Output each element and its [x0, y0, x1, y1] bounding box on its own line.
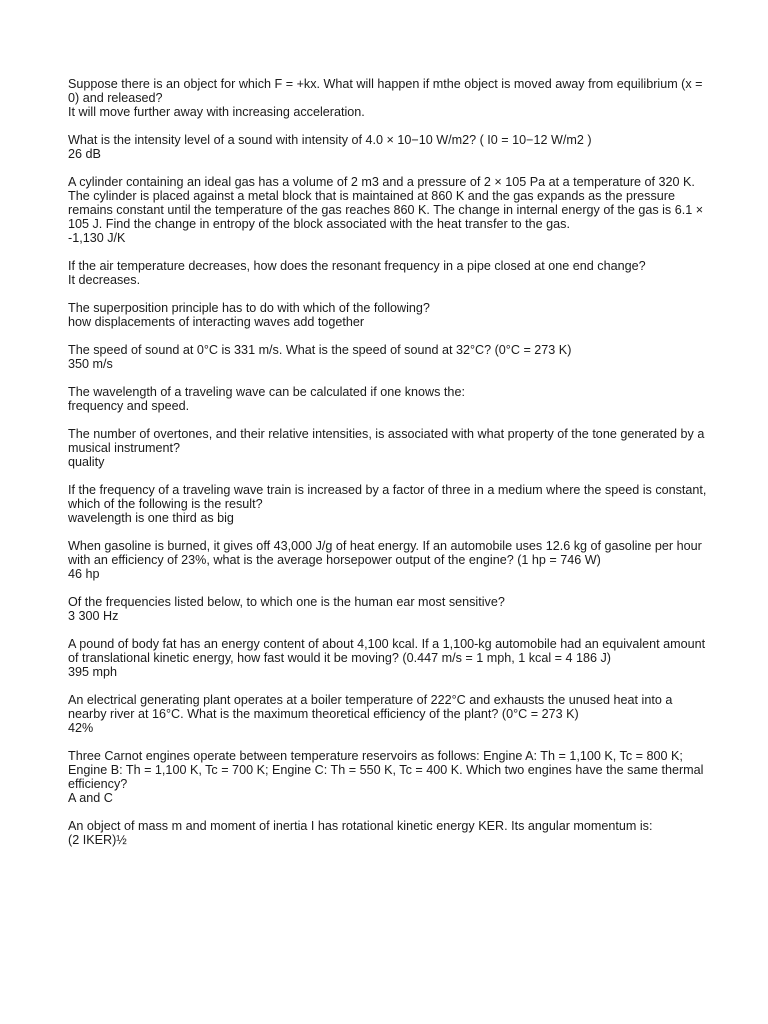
document-page [68, 77, 708, 861]
qa-item [68, 385, 708, 413]
question-text: A cylinder containing an ideal gas has a volume of 2 m3 and a pressure of 2 × 105 Pa at a temperature of 320 K. The cylinder is placed against a metal block that is maintained at 860 K and the gas expands as the pressure remains constant until the temperature of the gas reaches 860 K. The change in internal energy of the gas is 6.1 × 105 J. Find the change in entropy of the block associated with the heat transfer to the gas. [68, 175, 704, 231]
answer-text: A and C [68, 791, 113, 805]
question-text: If the frequency of a traveling wave train is increased by a factor of three in a medium where the speed is constant, which of the following is the result? [68, 483, 707, 511]
qa-item [68, 539, 708, 581]
answer-text: wavelength is one third as big [68, 511, 234, 525]
question-text: An electrical generating plant operates at a boiler temperature of 222°C and exhausts the unused heat into a nearby river at 16°C. What is the maximum theoretical efficiency of the plant? (0°C = 273 K) [68, 693, 673, 721]
qa-item [68, 427, 708, 469]
answer-text: 350 m/s [68, 357, 113, 371]
answer-text: (2 IKER)½ [68, 833, 127, 847]
question-text: Of the frequencies listed below, to which one is the human ear most sensitive? [68, 595, 505, 609]
qa-item [68, 483, 708, 525]
qa-item [68, 259, 708, 287]
question-text: When gasoline is burned, it gives off 43,000 J/g of heat energy. If an automobile uses 12.6 kg of gasoline per hour with an efficiency of 23%, what is the average horsepower output of the engine? (1 hp = 746 W) [68, 539, 702, 567]
qa-item [68, 637, 708, 679]
question-text: An object of mass m and moment of inertia I has rotational kinetic energy KER. Its angular momentum is: [68, 819, 653, 833]
answer-text: It decreases. [68, 273, 141, 287]
question-text: A pound of body fat has an energy content of about 4,100 kcal. If a 1,100-kg automobile had an equivalent amount of translational kinetic energy, how fast would it be moving? (0.447 m/s = 1 mph, 1 kcal = 4 186 J) [68, 637, 706, 665]
answer-text: 26 dB [68, 147, 101, 161]
question-text: The number of overtones, and their relative intensities, is associated with what property of the tone generated by a musical instrument? [68, 427, 705, 455]
question-text: Suppose there is an object for which F = +kx. What will happen if mthe object is moved away from equilibrium (x = 0) and released? [68, 77, 703, 105]
answer-text: It will move further away with increasing acceleration. [68, 105, 365, 119]
question-text: The speed of sound at 0°C is 331 m/s. What is the speed of sound at 32°C? (0°C = 273 K) [68, 343, 572, 357]
question-text: What is the intensity level of a sound with intensity of 4.0 × 10−10 W/m2? ( I0 = 10−12 W/m2 ) [68, 133, 592, 147]
answer-text: 46 hp [68, 567, 100, 581]
qa-item [68, 595, 708, 623]
question-text: Three Carnot engines operate between temperature reservoirs as follows: Engine A: Th = 1,100 K, Tc = 800 K; Engine B: Th = 1,100 K, Tc = 700 K; Engine C: Th = 550 K, Tc = 400 K. Which two engines have the same thermal efficiency? [68, 749, 704, 791]
question-text: The superposition principle has to do with which of the following? [68, 301, 430, 315]
answer-text: -1,130 J/K [68, 231, 126, 245]
qa-item [68, 749, 708, 805]
answer-text: 395 mph [68, 665, 118, 679]
qa-item [68, 133, 708, 161]
question-text: The wavelength of a traveling wave can be calculated if one knows the: [68, 385, 465, 399]
answer-text: 3 300 Hz [68, 609, 119, 623]
qa-item [68, 77, 708, 119]
question-text: If the air temperature decreases, how does the resonant frequency in a pipe closed at one end change? [68, 259, 646, 273]
qa-item [68, 343, 708, 371]
answer-text: frequency and speed. [68, 399, 190, 413]
qa-item [68, 301, 708, 329]
qa-item [68, 175, 708, 245]
qa-item [68, 819, 708, 847]
answer-text: quality [68, 455, 105, 469]
answer-text: how displacements of interacting waves add together [68, 315, 365, 329]
answer-text: 42% [68, 721, 94, 735]
qa-item [68, 693, 708, 735]
